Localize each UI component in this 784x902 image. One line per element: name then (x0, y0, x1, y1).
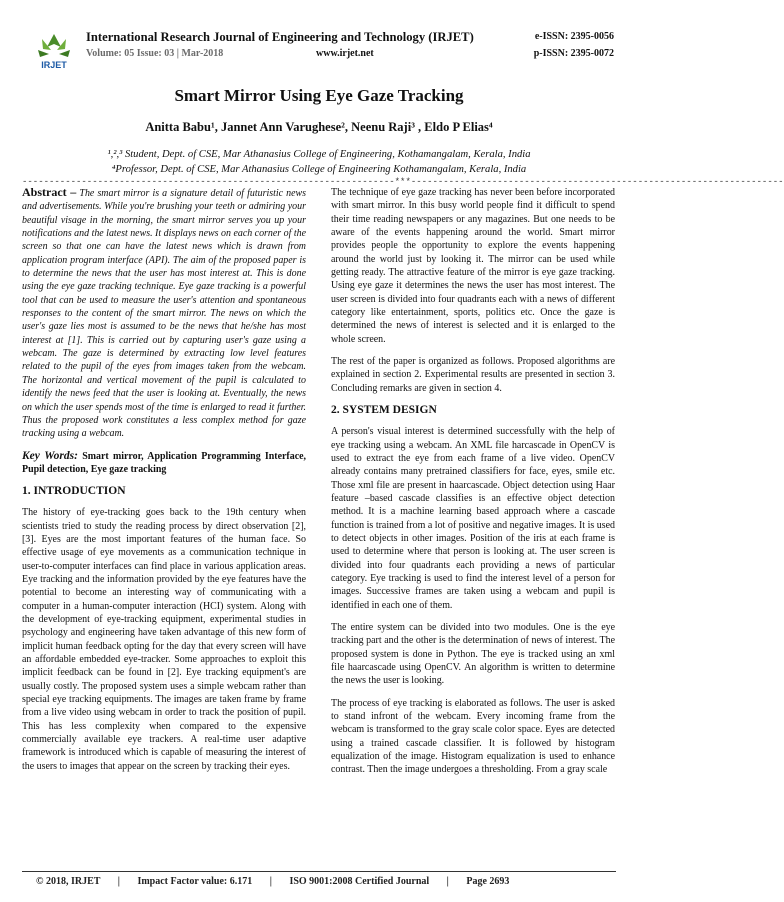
system-design-paragraph-3: The process of eye tracking is elaborated as follows. The user is asked to stand infront of the webcam. Every incoming frame from the webcam is transformed to the gray scale color space. Eyes are detected using a trained cascade classifier. It is followed by histogram equalization of the image. Histogram equalization is used to enhance contrast. Then the image undergoes a thresholding. From a gray scale (331, 697, 615, 776)
affiliation-students: ¹,²,³ Student, Dept. of CSE, Mar Athanasius College of Engineering, Kothamangalam, Kerala, India (107, 149, 531, 160)
footer-page-number: Page 2693 (466, 876, 510, 887)
p-issn: p-ISSN: 2395-0072 (533, 48, 614, 59)
abstract-text: The smart mirror is a signature detail of futuristic news and advertisements. While you're brushing your teeth or admiring your beautiful visage in the morning, the smart mirror serves you up your notifications and the latest news. It displays news on each corner of the screen so that one can have the latest news which is drawn from application program interface (API). The aim of the proposed paper is to determine the news that the user has most interest at. This is done using the eye gaze tracking technique. Eye gaze tracking is a powerful tool that can be used to measure the user's attention and spontaneous responses to the content of the smart mirror. The news on which the user's gaze lies most is assumed to be the news that he/she has most interest at [1]. This is carried out by capturing user's gaze using a webcam. The gaze is determined by extracting low level features related to the pupil of the eyes from images taken from the webcam. The horizontal and vertical movement of the pupil is calculated to identify the news feed that the user is looking at. Eventually, the news on which the user spends most of the time is enlarged to read it further. Thus the proposed work constitutes a less complex method for gaze tracking using a webcam. (22, 188, 307, 440)
footer-impact-factor: Impact Factor value: 6.171 (137, 876, 253, 887)
intro-continued-paragraph: The technique of eye gaze tracking has never been before incorporated with smart mirror. In this busy world people find it difficult to spend their time reading newspapers or any magazines. But one needs to be aware of the events happening around the world. Smart mirror provides people the opportunity to explore the events happening around the world just by looking it. The mirror can be used while getting ready. The attractive feature of the mirror is eye gaze tracking. Using eye gaze it determines the news the user has most interest. The user screen is divided into four quadrants each with a news of different category like entertainment, sports, politics etc. Once the gaze is determined the news of interest is selected and it is enlarged to the whole screen. (331, 187, 615, 345)
abstract-label: Abstract – (22, 185, 77, 199)
abstract (22, 186, 306, 441)
footer-copyright: © 2018, IRJET (36, 876, 101, 887)
affiliation-professor: ⁴Professor, Dept. of CSE, Mar Athanasius College of Engineering Kothamangalam, Kerala, India (111, 164, 527, 175)
logo-text: IRJET (41, 60, 67, 70)
separator-line: ---------------------------------------------------------------------***--------------------------------------------------------------------- (22, 177, 784, 187)
keywords: Key Words: Smart mirror, Application Programming Interface, Pupil detection, Eye gaze tracking (22, 449, 307, 475)
footer-divider (22, 871, 616, 872)
journal-header (34, 30, 614, 70)
paper-title: Smart Mirror Using Eye Gaze Tracking (174, 86, 464, 105)
keywords-label: Key Words (22, 449, 75, 462)
irjet-logo-icon (34, 30, 74, 70)
system-design-heading: 2. SYSTEM DESIGN (331, 404, 437, 417)
page-footer: © 2018, IRJET | Impact Factor value: 6.171 | ISO 9001:2008 Certified Journal | Page 2693 (36, 876, 510, 887)
paper-organization-paragraph: The rest of the paper is organized as follows. Proposed algorithms are explained in section 2. Experimental results are presented in section 3. Concluding remarks are given in section 4. (331, 356, 615, 394)
system-design-paragraph-1: A person's visual interest is determined successfully with the help of eye tracking using a webcam. An XML file harcascade in OpenCV is used to extract the eye from each frame of a live video. OpenCV already contains many pretrained classifiers for face, eyes, smile etc. Those xml file are present in haarcascade. Object detection using Haar feature –based cascade classifies is an effective object detection method. It is a machine learning based approach where a cascade function is trained from a lot of positive and negative images. It is used to detect objects in other images. Position of the iris at each frame is used to determine where that person is looking at. The user screen is divided into four quadrants each providing a news of particular category. Eye tracking is used to find the interest level of a person for images. Successive frames are taken using a webcam and pupil is identified in each one of them. (331, 426, 615, 611)
e-issn: e-ISSN: 2395-0056 (534, 31, 614, 42)
introduction-heading: 1. INTRODUCTION (22, 485, 126, 498)
authors: Anitta Babu¹, Jannet Ann Varughese², Neenu Raji³ , Eldo P Elias⁴ (145, 120, 493, 134)
left-column (22, 186, 306, 782)
journal-website[interactable]: www.irjet.net (316, 48, 374, 59)
journal-title: International Research Journal of Engineering and Technology (IRJET) (86, 30, 474, 44)
system-design-paragraph-2: The entire system can be divided into two modules. One is the eye tracking part and the other is the determination of news of interest. The proposed system is done in Python. The eye is tracked using an xml file haarcascade using OpenCV. An algorithm is written to determine the news the user is looking. (331, 621, 615, 687)
keywords-text: Smart mirror, Application Programming Interface, Pupil detection, Eye gaze tracking (22, 450, 307, 475)
right-column (331, 186, 615, 786)
footer-iso: ISO 9001:2008 Certified Journal (289, 876, 430, 887)
introduction-paragraph: The history of eye-tracking goes back to the 19th century when scientists tried to study the reading process by direct observation [2], [3]. Eyes are the most important features of the human face. So effective usage of eye movements as a communication technique in user-to-computer interfaces can find place in various application areas. Eye tracking and the information provided by the eye features have the potential to become an interesting way of communicating with a computer in a human-computer interaction (HCI) system. Along with the development of eye-tracking equipment, experimental studies in psychology and engineering have taken advantage of this new form of implicit human feedback opting for the day that every screen will have an affordable embedded eye-tracker. Some approaches to exploit this implicit feedback can be found in [2]. Eye tracking equipment's are usually costly. The proposed system uses a simple webcam rather than special eye tracking equipments. The images are taken frame by frame from a live video using webcam in order to track the position of pupil. This has less complexity when compared to the expensive commercially available eye trackers. A real-time user adaptive framework is introduced which is capable of measuring the interest of the users to images that appear on the screen by tracking their eyes. (22, 507, 306, 772)
volume-issue: Volume: 05 Issue: 03 | Mar-2018 (86, 48, 224, 59)
